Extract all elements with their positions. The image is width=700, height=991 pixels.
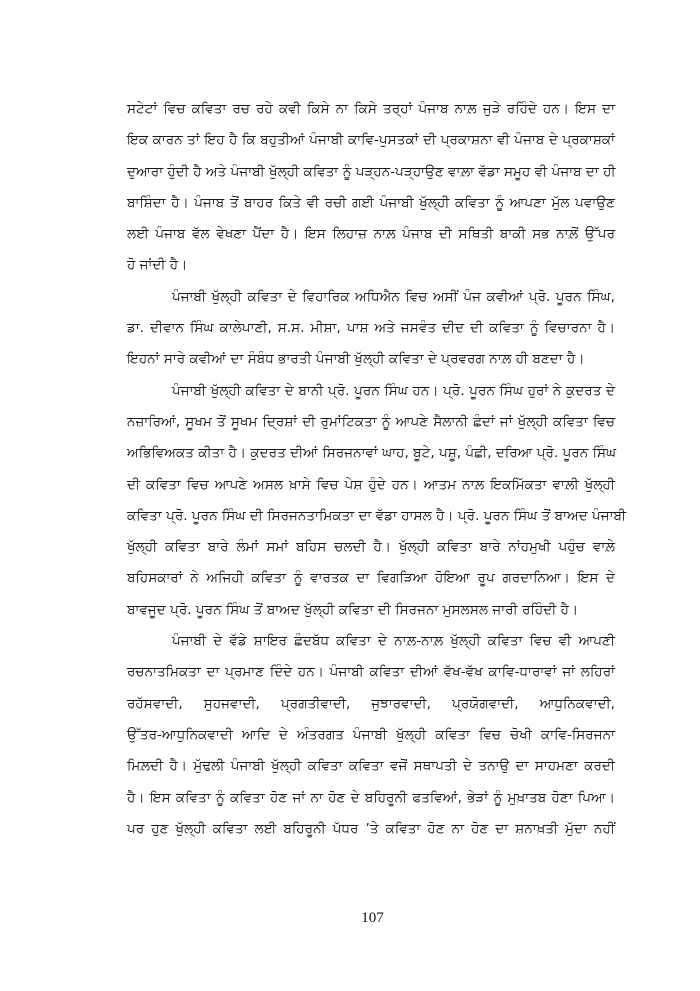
text-line: ਪੰਜਾਬੀ ਖੁੱਲ੍ਹੀ ਕਵਿਤਾ ਦੇ ਬਾਨੀ ਪ੍ਰੋ. ਪੂਰਨ ਸਿੰਘ ਹਨ। ਪ੍ਰੋ. ਪੂਰਨ ਸਿੰਘ ਹੁਰਾਂ ਨੇ ਕੁਦਰਤ ਦੇ bbox=[172, 382, 615, 399]
paragraph bbox=[127, 282, 615, 376]
text-line: ਕਵਿਤਾ ਪ੍ਰੋ. ਪੂਰਨ ਸਿੰਘ ਦੀ ਸਿਰਜਨਤਾਮਿਕਤਾ ਦਾ ਵੱਡਾ ਹਾਸਲ ਹੈ। ਪ੍ਰੋ. ਪੂਰਨ ਸਿੰਘ ਤੋਂ ਬਾਅਦ ਪੰਜਾਬੀ bbox=[127, 507, 627, 524]
text-line: ਮਿਲ਼ਦੀ ਹੈ। ਮੁੱਢਲੀ ਪੰਜਾਬੀ ਖੁੱਲ੍ਹੀ ਕਵਿਤਾ ਕਵਿਤਾ ਵਜੋਂ ਸਥਾਪਤੀ ਦੇ ਤਨਾਉ ਦਾ ਸਾਹਮਣਾ ਕਰਦੀ bbox=[127, 758, 615, 775]
text-line: ਬਹਿਸਕਾਰਾਂ ਨੇ ਅਜਿਹੀ ਕਵਿਤਾ ਨੂੰ ਵਾਰਤਕ ਦਾ ਵਿਗੜਿਆ ਹੋਇਆ ਰੂਪ ਗਰਦਾਨਿਆ। ਇਸ ਦੇ bbox=[127, 570, 615, 587]
text-line: ਦੀ ਕਵਿਤਾ ਵਿਚ ਆਪਣੇ ਅਸਲ ਖ਼ਾਸੇ ਵਿਚ ਪੇਸ਼ ਹੁੰਦੇ ਹਨ। ਆਤਮ ਨਾਲ਼ ਇਕਮਿੱਕਤਾ ਵਾਲ਼ੀ ਖੁੱਲ੍ਹੀ bbox=[127, 476, 615, 493]
text-line: ਇਕ ਕਾਰਨ ਤਾਂ ਇਹ ਹੈ ਕਿ ਬਹੁਤੀਆਂ ਪੰਜਾਬੀ ਕਾਵਿ-ਪੁਸਤਕਾਂ ਦੀ ਪ੍ਰਕਾਸ਼ਨਾ ਵੀ ਪੰਜਾਬ ਦੇ ਪ੍ਰਕਾਸ਼ਕਾਂ bbox=[127, 132, 615, 149]
text-line: ਬਾਸ਼ਿੰਦਾ ਹੈ। ਪੰਜਾਬ ਤੋਂ ਬਾਹਰ ਕਿਤੇ ਵੀ ਰਚੀ ਗਈ ਪੰਜਾਬੀ ਖੁੱਲ੍ਹੀ ਕਵਿਤਾ ਨੂੰ ਆਪਣਾ ਮੁੱਲ ਪਵਾਉਣ bbox=[127, 194, 615, 211]
text-line: ਦੁਆਰਾ ਹੁੰਦੀ ਹੈ ਅਤੇ ਪੰਜਾਬੀ ਖੁੱਲ੍ਹੀ ਕਵਿਤਾ ਨੂੰ ਪੜ੍ਹਨ-ਪੜ੍ਹਾਉਣ ਵਾਲ਼ਾ ਵੱਡਾ ਸਮੂਹ ਵੀ ਪੰਜਾਬ ਦਾ ਹੀ bbox=[127, 163, 616, 180]
text-line: ਰਹੱਸਵਾਦੀ, ਸੁਹਜਵਾਦੀ, ਪ੍ਰਗਤੀਵਾਦੀ, ਜੁਝਾਰਵਾਦੀ, ਪ੍ਰਯੋਗਵਾਦੀ, ਆਧੁਨਿਕਵਾਦੀ, bbox=[127, 695, 615, 712]
text-line: ਹੋ ਜਾਂਦੀ ਹੈ। bbox=[127, 257, 188, 274]
text-line: ਹੈ। ਇਸ ਕਵਿਤਾ ਨੂੰ ਕਵਿਤਾ ਹੋਣ ਜਾਂ ਨਾ ਹੋਣ ਦੇ ਬਹਿਰੂਨੀ ਫਤਵਿਆਂ, ਭੇੜਾਂ ਨੂੰ ਮੁਖ਼ਾਤਬ ਹੋਣਾ ਪਿਆ। bbox=[127, 789, 615, 806]
text-line: ਬਾਵਜੂਦ ਪ੍ਰੋ. ਪੂਰਨ ਸਿੰਘ ਤੋਂ ਬਾਅਦ ਖੁੱਲ੍ਹੀ ਕਵਿਤਾ ਦੀ ਸਿਰਜਨਾ ਮੁਸਲਸਲ ਜਾਰੀ ਰਹਿੰਦੀ ਹੈ। bbox=[127, 601, 579, 618]
text-line: ਡਾ. ਦੀਵਾਨ ਸਿੰਘ ਕਾਲੇਪਾਣੀ, ਸ.ਸ. ਮੀਸ਼ਾ, ਪਾਸ਼ ਅਤੇ ਜਸਵੰਤ ਦੀਦ ਦੀ ਕਵਿਤਾ ਨੂੰ ਵਿਚਾਰਨਾ ਹੈ। bbox=[127, 320, 615, 337]
text-line: ਪੰਜਾਬੀ ਦੇ ਵੱਡੇ ਸ਼ਾਇਰ ਛੰਦਬੱਧ ਕਵਿਤਾ ਦੇ ਨਾਲ਼-ਨਾਲ਼ ਖੁੱਲ੍ਹੀ ਕਵਿਤਾ ਵਿਚ ਵੀ ਆਪਣੀ bbox=[172, 633, 615, 650]
text-line: ਪਰ ਹੁਣ ਖੁੱਲ੍ਹੀ ਕਵਿਤਾ ਲਈ ਬਹਿਰੂਨੀ ਪੱਧਰ ’ਤੇ ਕਵਿਤਾ ਹੋਣ ਨਾ ਹੋਣ ਦਾ ਸ਼ਨਾਖ਼ਤੀ ਮੁੱਦਾ ਨਹੀਂ bbox=[127, 820, 615, 837]
text-line: ਰਚਨਾਤਮਿਕਤਾ ਦਾ ਪ੍ਰਮਾਣ ਦਿੰਦੇ ਹਨ। ਪੰਜਾਬੀ ਕਵਿਤਾ ਦੀਆਂ ਵੱਖ-ਵੱਖ ਕਾਵਿ-ਧਾਰਾਵਾਂ ਜਾਂ ਲਹਿਰਾਂ bbox=[127, 664, 615, 681]
text-line: ਉੱਤਰ-ਆਧੁਨਿਕਵਾਦੀ ਆਦਿ ਦੇ ਅੰਤਰਗਤ ਪੰਜਾਬੀ ਖੁੱਲ੍ਹੀ ਕਵਿਤਾ ਵਿਚ ਚੋਖੀ ਕਾਵਿ-ਸਿਰਜਨਾ bbox=[127, 726, 615, 743]
text-line: ਅਭਿਵਿਅਕਤ ਕੀਤਾ ਹੈ। ਕੁਦਰਤ ਦੀਆਂ ਸਿਰਜਨਾਵਾਂ ਘਾਹ, ਬੂਟੇ, ਪਸ਼ੂ, ਪੰਛੀ, ਦਰਿਆ ਪ੍ਰੋ. ਪੂਰਨ ਸਿੰਘ bbox=[127, 445, 617, 462]
text-line: ਸਟੇਟਾਂ ਵਿਚ ਕਵਿਤਾ ਰਚ ਰਹੇ ਕਵੀ ਕਿਸੇ ਨਾ ਕਿਸੇ ਤਰ੍ਹਾਂ ਪੰਜਾਬ ਨਾਲ਼ ਜੁੜੇ ਰਹਿੰਦੇ ਹਨ। ਇਸ ਦਾ bbox=[127, 101, 615, 117]
paragraph bbox=[127, 376, 627, 626]
paragraph bbox=[127, 626, 615, 845]
text-line: ਨਜ਼ਾਰਿਆਂ, ਸੂਖਮ ਤੋਂ ਸੂਖਮ ਦ੍ਰਿਸ਼ਾਂ ਦੀ ਰੁਮਾਂਟਿਕਤਾ ਨੂੰ ਆਪਣੇ ਸੈਲਾਨੀ ਛੰਦਾਂ ਜਾਂ ਖੁੱਲ੍ਹੀ ਕਵਿਤਾ ਵਿਚ bbox=[127, 413, 615, 430]
paragraph bbox=[127, 94, 615, 282]
page-number: 107 bbox=[361, 910, 384, 926]
text-line: ਲਈ ਪੰਜਾਬ ਵੱਲ ਵੇਖਣਾ ਪੈਂਦਾ ਹੈ। ਇਸ ਲਿਹਾਜ਼ ਨਾਲ਼ ਪੰਜਾਬ ਦੀ ਸਥਿਤੀ ਬਾਕੀ ਸਭ ਨਾਲ਼ੋਂ ਉੱਪਰ bbox=[127, 226, 615, 243]
text-line: ਖੁੱਲ੍ਹੀ ਕਵਿਤਾ ਬਾਰੇ ਲੰਮਾਂ ਸਮਾਂ ਬਹਿਸ ਚਲਦੀ ਹੈ। ਖੁੱਲ੍ਹੀ ਕਵਿਤਾ ਬਾਰੇ ਨਾਂਹਮੁਖੀ ਪਹੁੰਚ ਵਾਲ਼ੇ bbox=[127, 539, 615, 556]
text-line: ਇਹਨਾਂ ਸਾਰੇ ਕਵੀਆਂ ਦਾ ਸੰਬੰਧ ਭਾਰਤੀ ਪੰਜਾਬੀ ਖੁੱਲ੍ਹੀ ਕਵਿਤਾ ਦੇ ਪ੍ਰਵਰਗ ਨਾਲ਼ ਹੀ ਬਣਦਾ ਹੈ। bbox=[127, 351, 585, 368]
body-text bbox=[127, 94, 627, 845]
text-line: ਪੰਜਾਬੀ ਖੁੱਲ੍ਹੀ ਕਵਿਤਾ ਦੇ ਵਿਹਾਰਿਕ ਅਧਿਐਨ ਵਿਚ ਅਸੀਂ ਪੰਜ ਕਵੀਆਂ ਪ੍ਰੋ. ਪੂਰਨ ਸਿੰਘ, bbox=[172, 288, 615, 305]
